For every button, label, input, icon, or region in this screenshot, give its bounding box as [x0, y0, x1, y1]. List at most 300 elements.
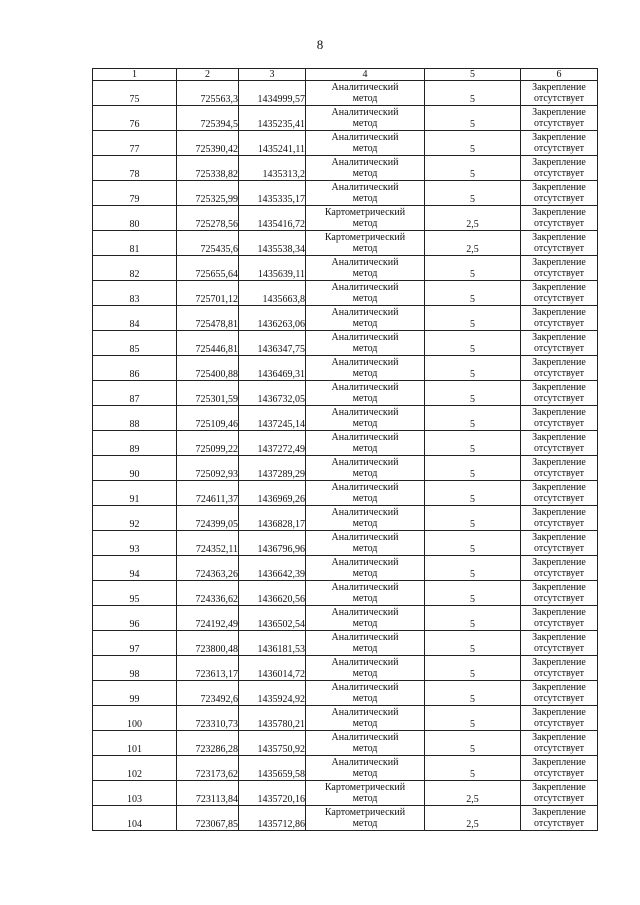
method-cell: [306, 656, 425, 681]
x-coordinate-cell: 725435,6: [177, 231, 239, 256]
method-line-2: метод: [352, 668, 378, 679]
fixing-line-1: Закрепление: [532, 507, 586, 518]
fixing-line-1: Закрепление: [532, 332, 586, 343]
method-line-1: Картометрический: [324, 232, 406, 243]
method-cell: [306, 156, 425, 181]
fixing-line-2: отсутствует: [533, 93, 585, 104]
method-cell: [306, 331, 425, 356]
fixing-cell: [521, 756, 598, 781]
accuracy-cell: 5: [425, 681, 521, 706]
fixing-line-1: Закрепление: [532, 307, 586, 318]
x-coordinate-cell: 725400,88: [177, 356, 239, 381]
table-row: [93, 656, 598, 681]
table-row: [93, 306, 598, 331]
fixing-line-2: отсутствует: [533, 743, 585, 754]
fixing-cell: [521, 281, 598, 306]
method-cell: [306, 581, 425, 606]
method-cell: [306, 781, 425, 806]
method-line-2: метод: [352, 243, 378, 254]
method-line-2: метод: [352, 693, 378, 704]
table-row: [93, 731, 598, 756]
table-row: [93, 431, 598, 456]
method-line-1: Аналитический: [331, 382, 399, 393]
table-row: [93, 381, 598, 406]
fixing-line-2: отсутствует: [533, 668, 585, 679]
column-header-4: 4: [306, 69, 425, 81]
fixing-line-2: отсутствует: [533, 243, 585, 254]
table-row: [93, 206, 598, 231]
fixing-cell: [521, 531, 598, 556]
method-cell: [306, 481, 425, 506]
fixing-cell: [521, 431, 598, 456]
table-row: [93, 331, 598, 356]
point-number-cell: 86: [93, 356, 177, 381]
x-coordinate-cell: 725099,22: [177, 431, 239, 456]
table-row: [93, 181, 598, 206]
method-line-1: Аналитический: [331, 107, 399, 118]
method-cell: [306, 381, 425, 406]
fixing-line-2: отсутствует: [533, 768, 585, 779]
fixing-cell: [521, 781, 598, 806]
method-cell: [306, 681, 425, 706]
point-number-cell: 92: [93, 506, 177, 531]
point-number-cell: 80: [93, 206, 177, 231]
accuracy-cell: 5: [425, 131, 521, 156]
accuracy-cell: 2,5: [425, 781, 521, 806]
fixing-line-2: отсутствует: [533, 643, 585, 654]
method-line-1: Аналитический: [331, 432, 399, 443]
method-line-2: метод: [352, 718, 378, 729]
x-coordinate-cell: 723286,28: [177, 731, 239, 756]
x-coordinate-cell: 724352,11: [177, 531, 239, 556]
point-number-cell: 103: [93, 781, 177, 806]
fixing-line-1: Закрепление: [532, 782, 586, 793]
method-line-2: метод: [352, 293, 378, 304]
point-number-cell: 91: [93, 481, 177, 506]
fixing-cell: [521, 506, 598, 531]
table-row: [93, 681, 598, 706]
fixing-line-2: отсутствует: [533, 568, 585, 579]
method-line-1: Аналитический: [331, 657, 399, 668]
fixing-line-2: отсутствует: [533, 518, 585, 529]
table-row: [93, 106, 598, 131]
method-line-2: метод: [352, 368, 378, 379]
x-coordinate-cell: 725278,56: [177, 206, 239, 231]
method-line-2: метод: [352, 493, 378, 504]
accuracy-cell: 5: [425, 181, 521, 206]
fixing-line-2: отсутствует: [533, 543, 585, 554]
table-row: [93, 481, 598, 506]
y-coordinate-cell: 1435712,86: [239, 806, 306, 831]
accuracy-cell: 5: [425, 406, 521, 431]
accuracy-cell: 5: [425, 81, 521, 106]
method-line-1: Аналитический: [331, 407, 399, 418]
column-header-5: 5: [425, 69, 521, 81]
fixing-line-1: Закрепление: [532, 282, 586, 293]
method-cell: [306, 406, 425, 431]
fixing-cell: [521, 331, 598, 356]
point-number-cell: 94: [93, 556, 177, 581]
y-coordinate-cell: 1435663,8: [239, 281, 306, 306]
table-row: [93, 81, 598, 106]
point-number-cell: 96: [93, 606, 177, 631]
fixing-line-2: отсутствует: [533, 368, 585, 379]
accuracy-cell: 5: [425, 381, 521, 406]
fixing-line-2: отсутствует: [533, 218, 585, 229]
fixing-line-1: Закрепление: [532, 607, 586, 618]
x-coordinate-cell: 725563,3: [177, 81, 239, 106]
fixing-line-1: Закрепление: [532, 157, 586, 168]
method-line-2: метод: [352, 443, 378, 454]
table-row: [93, 456, 598, 481]
method-line-2: метод: [352, 768, 378, 779]
table-header-row: [93, 69, 598, 81]
table-row: [93, 556, 598, 581]
fixing-line-1: Закрепление: [532, 582, 586, 593]
x-coordinate-cell: 725478,81: [177, 306, 239, 331]
accuracy-cell: 5: [425, 606, 521, 631]
y-coordinate-cell: 1436796,96: [239, 531, 306, 556]
y-coordinate-cell: 1436502,54: [239, 606, 306, 631]
method-line-2: метод: [352, 593, 378, 604]
method-line-1: Аналитический: [331, 557, 399, 568]
y-coordinate-cell: 1435750,92: [239, 731, 306, 756]
point-number-cell: 90: [93, 456, 177, 481]
fixing-cell: [521, 706, 598, 731]
fixing-cell: [521, 256, 598, 281]
table-row: [93, 806, 598, 831]
point-number-cell: 82: [93, 256, 177, 281]
fixing-line-1: Закрепление: [532, 657, 586, 668]
table-row: [93, 506, 598, 531]
y-coordinate-cell: 1437245,14: [239, 406, 306, 431]
method-line-2: метод: [352, 143, 378, 154]
method-line-1: Аналитический: [331, 257, 399, 268]
column-header-2: 2: [177, 69, 239, 81]
fixing-line-1: Закрепление: [532, 757, 586, 768]
point-number-cell: 99: [93, 681, 177, 706]
accuracy-cell: 5: [425, 756, 521, 781]
accuracy-cell: 5: [425, 556, 521, 581]
y-coordinate-cell: 1436732,05: [239, 381, 306, 406]
fixing-line-2: отсутствует: [533, 193, 585, 204]
fixing-line-2: отсутствует: [533, 618, 585, 629]
method-line-2: метод: [352, 618, 378, 629]
x-coordinate-cell: 725109,46: [177, 406, 239, 431]
x-coordinate-cell: 723492,6: [177, 681, 239, 706]
y-coordinate-cell: 1436181,53: [239, 631, 306, 656]
column-header-1: 1: [93, 69, 177, 81]
accuracy-cell: 5: [425, 256, 521, 281]
x-coordinate-cell: 724336,62: [177, 581, 239, 606]
accuracy-cell: 5: [425, 531, 521, 556]
y-coordinate-cell: 1435538,34: [239, 231, 306, 256]
method-cell: [306, 556, 425, 581]
y-coordinate-cell: 1436969,26: [239, 481, 306, 506]
accuracy-cell: 5: [425, 706, 521, 731]
accuracy-cell: 5: [425, 581, 521, 606]
method-cell: [306, 756, 425, 781]
method-line-1: Аналитический: [331, 632, 399, 643]
method-line-2: метод: [352, 818, 378, 829]
table-row: [93, 631, 598, 656]
fixing-line-2: отсутствует: [533, 318, 585, 329]
method-line-1: Аналитический: [331, 732, 399, 743]
fixing-line-2: отсутствует: [533, 468, 585, 479]
method-line-2: метод: [352, 418, 378, 429]
y-coordinate-cell: 1435416,72: [239, 206, 306, 231]
fixing-line-1: Закрепление: [532, 257, 586, 268]
table-row: [93, 156, 598, 181]
point-number-cell: 101: [93, 731, 177, 756]
method-line-1: Аналитический: [331, 157, 399, 168]
y-coordinate-cell: 1437272,49: [239, 431, 306, 456]
accuracy-cell: 5: [425, 731, 521, 756]
method-line-1: Аналитический: [331, 682, 399, 693]
fixing-line-2: отсутствует: [533, 418, 585, 429]
y-coordinate-cell: 1436469,31: [239, 356, 306, 381]
fixing-line-2: отсутствует: [533, 118, 585, 129]
x-coordinate-cell: 725092,93: [177, 456, 239, 481]
fixing-line-2: отсутствует: [533, 718, 585, 729]
table-row: [93, 356, 598, 381]
point-number-cell: 104: [93, 806, 177, 831]
method-cell: [306, 306, 425, 331]
method-line-2: метод: [352, 218, 378, 229]
fixing-line-2: отсутствует: [533, 393, 585, 404]
fixing-line-1: Закрепление: [532, 707, 586, 718]
method-line-1: Картометрический: [324, 782, 406, 793]
point-number-cell: 78: [93, 156, 177, 181]
fixing-line-2: отсутствует: [533, 268, 585, 279]
y-coordinate-cell: 1435924,92: [239, 681, 306, 706]
y-coordinate-cell: 1436347,75: [239, 331, 306, 356]
y-coordinate-cell: 1434999,57: [239, 81, 306, 106]
fixing-line-1: Закрепление: [532, 132, 586, 143]
fixing-cell: [521, 731, 598, 756]
point-number-cell: 84: [93, 306, 177, 331]
method-cell: [306, 181, 425, 206]
method-cell: [306, 806, 425, 831]
fixing-line-1: Закрепление: [532, 532, 586, 543]
accuracy-cell: 5: [425, 481, 521, 506]
table-body: [93, 81, 598, 831]
y-coordinate-cell: 1436263,06: [239, 306, 306, 331]
point-number-cell: 95: [93, 581, 177, 606]
point-number-cell: 83: [93, 281, 177, 306]
fixing-line-1: Закрепление: [532, 232, 586, 243]
method-cell: [306, 81, 425, 106]
method-line-2: метод: [352, 318, 378, 329]
fixing-line-1: Закрепление: [532, 457, 586, 468]
method-line-2: метод: [352, 468, 378, 479]
fixing-cell: [521, 106, 598, 131]
method-line-2: метод: [352, 118, 378, 129]
point-number-cell: 76: [93, 106, 177, 131]
accuracy-cell: 5: [425, 106, 521, 131]
fixing-line-1: Закрепление: [532, 182, 586, 193]
fixing-line-2: отсутствует: [533, 593, 585, 604]
method-cell: [306, 606, 425, 631]
fixing-cell: [521, 156, 598, 181]
fixing-cell: [521, 81, 598, 106]
point-number-cell: 88: [93, 406, 177, 431]
method-line-1: Аналитический: [331, 582, 399, 593]
x-coordinate-cell: 725325,99: [177, 181, 239, 206]
point-number-cell: 85: [93, 331, 177, 356]
method-cell: [306, 506, 425, 531]
accuracy-cell: 5: [425, 331, 521, 356]
x-coordinate-cell: 725390,42: [177, 131, 239, 156]
point-number-cell: 97: [93, 631, 177, 656]
y-coordinate-cell: 1435335,17: [239, 181, 306, 206]
fixing-line-1: Закрепление: [532, 382, 586, 393]
method-line-1: Аналитический: [331, 707, 399, 718]
x-coordinate-cell: 723310,73: [177, 706, 239, 731]
y-coordinate-cell: 1435720,16: [239, 781, 306, 806]
point-number-cell: 89: [93, 431, 177, 456]
method-line-2: метод: [352, 793, 378, 804]
method-cell: [306, 531, 425, 556]
y-coordinate-cell: 1437289,29: [239, 456, 306, 481]
method-line-2: метод: [352, 93, 378, 104]
method-line-1: Аналитический: [331, 132, 399, 143]
x-coordinate-cell: 725301,59: [177, 381, 239, 406]
fixing-cell: [521, 381, 598, 406]
method-cell: [306, 356, 425, 381]
fixing-line-1: Закрепление: [532, 357, 586, 368]
fixing-cell: [521, 556, 598, 581]
x-coordinate-cell: 723113,84: [177, 781, 239, 806]
accuracy-cell: 5: [425, 631, 521, 656]
y-coordinate-cell: 1436014,72: [239, 656, 306, 681]
x-coordinate-cell: 724363,26: [177, 556, 239, 581]
table-row: [93, 706, 598, 731]
fixing-cell: [521, 406, 598, 431]
method-cell: [306, 256, 425, 281]
fixing-line-1: Закрепление: [532, 82, 586, 93]
method-line-1: Аналитический: [331, 507, 399, 518]
point-number-cell: 100: [93, 706, 177, 731]
y-coordinate-cell: 1435241,11: [239, 131, 306, 156]
x-coordinate-cell: 724192,49: [177, 606, 239, 631]
method-cell: [306, 731, 425, 756]
table-row: [93, 131, 598, 156]
method-line-2: метод: [352, 643, 378, 654]
method-line-1: Аналитический: [331, 357, 399, 368]
method-line-2: метод: [352, 568, 378, 579]
fixing-cell: [521, 656, 598, 681]
fixing-cell: [521, 581, 598, 606]
method-cell: [306, 706, 425, 731]
method-cell: [306, 106, 425, 131]
table-row: [93, 781, 598, 806]
fixing-line-2: отсутствует: [533, 793, 585, 804]
fixing-line-1: Закрепление: [532, 682, 586, 693]
method-line-2: метод: [352, 543, 378, 554]
method-cell: [306, 231, 425, 256]
point-number-cell: 98: [93, 656, 177, 681]
fixing-line-1: Закрепление: [532, 107, 586, 118]
y-coordinate-cell: 1435780,21: [239, 706, 306, 731]
x-coordinate-cell: 723800,48: [177, 631, 239, 656]
table-row: [93, 531, 598, 556]
method-cell: [306, 206, 425, 231]
table-row: [93, 256, 598, 281]
fixing-line-2: отсутствует: [533, 693, 585, 704]
method-line-1: Аналитический: [331, 457, 399, 468]
method-line-2: метод: [352, 518, 378, 529]
fixing-line-1: Закрепление: [532, 807, 586, 818]
point-number-cell: 87: [93, 381, 177, 406]
method-line-1: Аналитический: [331, 607, 399, 618]
accuracy-cell: 5: [425, 431, 521, 456]
point-number-cell: 93: [93, 531, 177, 556]
point-number-cell: 79: [93, 181, 177, 206]
fixing-cell: [521, 606, 598, 631]
table-row: [93, 406, 598, 431]
fixing-line-2: отсутствует: [533, 293, 585, 304]
method-cell: [306, 631, 425, 656]
fixing-cell: [521, 681, 598, 706]
table-row: [93, 756, 598, 781]
fixing-cell: [521, 231, 598, 256]
method-line-1: Аналитический: [331, 307, 399, 318]
accuracy-cell: 2,5: [425, 806, 521, 831]
table-row: [93, 581, 598, 606]
fixing-line-1: Закрепление: [532, 207, 586, 218]
point-number-cell: 77: [93, 131, 177, 156]
method-line-1: Аналитический: [331, 532, 399, 543]
accuracy-cell: 5: [425, 281, 521, 306]
fixing-line-1: Закрепление: [532, 557, 586, 568]
fixing-cell: [521, 356, 598, 381]
accuracy-cell: 5: [425, 506, 521, 531]
accuracy-cell: 2,5: [425, 231, 521, 256]
accuracy-cell: 5: [425, 656, 521, 681]
y-coordinate-cell: 1435235,41: [239, 106, 306, 131]
method-line-2: метод: [352, 268, 378, 279]
fixing-line-2: отсутствует: [533, 493, 585, 504]
accuracy-cell: 5: [425, 356, 521, 381]
y-coordinate-cell: 1436828,17: [239, 506, 306, 531]
fixing-line-1: Закрепление: [532, 632, 586, 643]
fixing-cell: [521, 181, 598, 206]
point-number-cell: 81: [93, 231, 177, 256]
fixing-cell: [521, 481, 598, 506]
method-line-2: метод: [352, 193, 378, 204]
method-cell: [306, 431, 425, 456]
point-number-cell: 75: [93, 81, 177, 106]
fixing-line-2: отсутствует: [533, 818, 585, 829]
column-header-6: 6: [521, 69, 598, 81]
table-row: [93, 606, 598, 631]
method-cell: [306, 456, 425, 481]
x-coordinate-cell: 723613,17: [177, 656, 239, 681]
x-coordinate-cell: 723067,85: [177, 806, 239, 831]
accuracy-cell: 5: [425, 156, 521, 181]
fixing-line-1: Закрепление: [532, 732, 586, 743]
method-line-1: Аналитический: [331, 332, 399, 343]
fixing-line-2: отсутствует: [533, 443, 585, 454]
x-coordinate-cell: 725701,12: [177, 281, 239, 306]
method-line-1: Аналитический: [331, 482, 399, 493]
method-line-1: Картометрический: [324, 207, 406, 218]
x-coordinate-cell: 724611,37: [177, 481, 239, 506]
x-coordinate-cell: 723173,62: [177, 756, 239, 781]
method-line-1: Картометрический: [324, 807, 406, 818]
fixing-cell: [521, 806, 598, 831]
